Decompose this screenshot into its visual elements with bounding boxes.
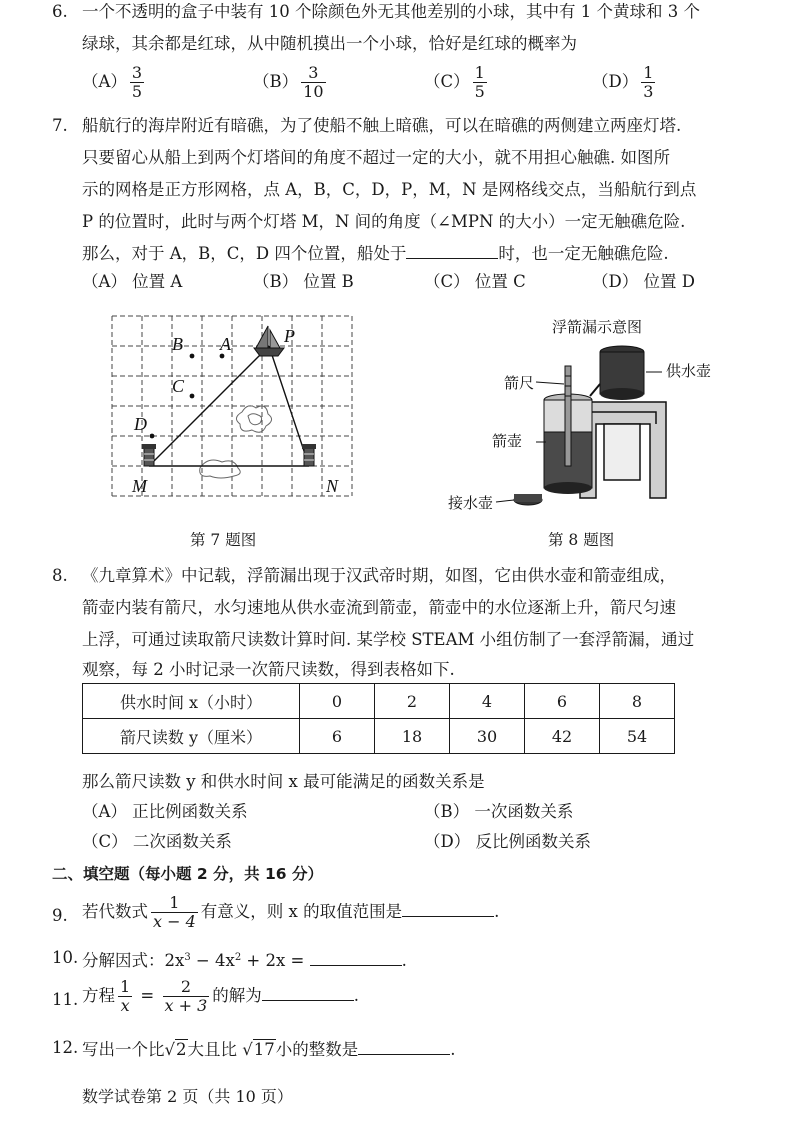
answer-blank[interactable] [402,898,494,917]
figure-8-title: 浮箭漏示意图 [552,318,643,336]
q6-option-b [253,64,329,101]
point-c [190,394,195,399]
answer-blank[interactable] [262,982,354,1001]
table-cell: 6 [300,719,375,754]
page-footer: 数学试卷第 2 页（共 10 页） [82,1087,293,1106]
q6-text-line1: 一个不透明的盒子中装有 10 个除颜色外无其他差别的小球，其中有 1 个黄球和 3 个 [82,2,700,21]
fraction-denominator: x + 3 [164,996,208,1015]
q10-number: 10. [52,948,79,967]
label-p: P [284,326,295,346]
table-cell: 0 [300,684,375,719]
label-a: A [220,334,231,354]
q10-end: . [401,951,407,970]
q7-text-line4: P 的位置时，此时与两个灯塔 M，N 间的角度（∠MPN 的大小）一定无触礁危险. [82,212,686,231]
point-b [190,354,195,359]
q11-text [82,978,359,1015]
q8-option-c: （C） 二次函数关系 [82,832,232,851]
q8-option-b: （B） 一次函数关系 [424,802,574,821]
fraction-denominator: 5 [474,82,485,101]
reef-icon [236,406,271,433]
fraction-numerator: 1 [151,894,198,913]
option-label: （D） [592,72,639,91]
q6-option-a [82,64,147,101]
q10-pre: 分解因式：2x [82,951,185,970]
q9-number: 9. [52,906,68,925]
figure-8-water-clock [440,312,740,522]
reef-icon [200,460,241,478]
fraction [151,894,198,931]
table-cell: 42 [525,719,600,754]
answer-blank[interactable] [310,947,402,966]
ruler-icon [565,366,571,466]
q10-text [82,946,407,973]
section-heading: 二、填空题（每小题 2 分，共 16 分） [52,865,323,883]
q11-eq: = [135,986,160,1005]
grid-lines [112,316,352,496]
q7-number: 7. [52,116,68,135]
point-d [150,434,155,439]
q9-text [82,894,499,931]
fraction-numerator: 1 [474,63,485,82]
q7-option-c: （C） 位置 C [424,272,526,291]
fraction-numerator: 3 [301,64,325,83]
fraction [163,978,210,1015]
q7-line5-start: 那么，对于 A，B，C，D 四个位置，船处于 [82,244,407,263]
receiver-pot-icon [514,494,542,505]
table-cell: 6 [525,684,600,719]
q12-post: 小的整数是 [275,1040,359,1059]
label-ruler: 箭尺 [504,374,535,392]
fraction-numerator: 1 [120,977,131,996]
lighthouse-icon [302,444,316,466]
exponent: 3 [184,952,191,963]
exponent: 2 [234,952,242,963]
label-receiver-pot: 接水壶 [448,494,494,512]
label-n: N [326,476,339,496]
table-cell: 4 [450,684,525,719]
q8-text-line2: 箭壶内装有箭尺，水匀速地从供水壶流到箭壶，箭壶中的水位逐渐上升，箭尺匀速 [82,598,676,617]
fraction [641,64,655,101]
lighthouse-icon [142,444,156,466]
table-row [83,719,675,754]
q7-text-line3: 示的网格是正方形网格，点 A，B，C，D，P，M，N 是网格线交点，当船航行到点 [82,180,697,199]
radicand: 17 [253,1040,275,1059]
q7-line5-end: 时，也一定无触礁危险. [498,244,669,263]
label-c: C [172,376,185,396]
figure-7-grid [108,312,370,522]
option-label: （A） [82,72,127,91]
option-label: （C） [424,72,470,91]
q8-option-d: （D） 反比例函数关系 [424,832,591,851]
q6-number: 6. [52,2,68,21]
q12-number: 12. [52,1038,79,1057]
q7-text-line1: 船航行的海岸附近有暗礁，为了使船不触上暗礁，可以在暗礁的两侧建立两座灯塔. [82,116,682,135]
fraction-denominator: 3 [643,82,654,101]
q9-end: . [494,902,500,921]
grid-points [150,354,225,439]
table-cell: 54 [600,719,675,754]
radicand: 2 [176,1040,187,1059]
q8-question: 那么箭尺读数 y 和供水时间 x 最可能满足的函数关系是 [82,772,485,791]
table-cell: 18 [375,719,450,754]
label-m: M [132,476,147,496]
table-cell: 2 [375,684,450,719]
supply-pot-icon [590,346,644,400]
fraction-denominator: 10 [303,82,324,101]
q12-mid: 大且比 [187,1040,243,1059]
q12-text [82,1036,456,1062]
q11-post: 的解为 [212,986,262,1005]
q6-option-c [424,64,490,101]
q7-option-a: （A） 位置 A [82,272,183,291]
label-b: B [172,334,183,354]
q6-text-line2: 绿球，其余都是红球，从中随机摸出一个小球，恰好是红球的概率为 [82,34,577,53]
q8-text-line4: 观察，每 2 小时记录一次箭尺读数，得到表格如下. [82,660,455,679]
option-label: （B） [253,72,299,91]
ship-icon [254,326,284,356]
sqrt-expression: √2 [164,1040,187,1059]
fraction-numerator: 1 [643,63,654,82]
table-header-cell: 箭尺读数 y（厘米） [83,719,300,754]
figure-8-caption: 第 8 题图 [548,531,615,549]
table-cell: 8 [600,684,675,719]
fraction [130,64,144,101]
q11-number: 11. [52,990,79,1009]
fraction-denominator: 5 [131,82,143,101]
fraction-denominator: x − 4 [153,912,196,931]
figure-7-caption: 第 7 题图 [190,531,257,549]
q8-data-table [82,683,675,754]
q11-pre: 方程 [82,986,115,1005]
q8-number: 8. [52,566,68,585]
label-supply-pot: 供水壶 [666,362,712,380]
fraction [118,978,132,1015]
fraction-denominator: x [120,996,130,1015]
q8-text-line3: 上浮，可通过读取箭尺读数计算时间. 某学校 STEAM 小组仿制了一套浮箭漏，通过 [82,630,695,649]
q6-option-d [592,64,658,101]
q8-text-line1: 《九章算术》中记载，浮箭漏出现于汉武帝时期，如图，它由供水壶和箭壶组成， [82,566,676,585]
stand-icon [580,402,666,498]
label-d: D [134,414,147,434]
q11-end: . [353,986,360,1005]
q10-mid2: + 2x = [241,951,310,970]
fraction-numerator: 2 [163,978,210,997]
sqrt-expression: √17 [242,1040,275,1059]
label-arrow-pot: 箭壶 [492,432,523,450]
q9-pre: 若代数式 [82,902,148,921]
q12-pre: 写出一个比 [82,1040,165,1059]
point-a [220,354,225,359]
fraction [473,64,487,101]
table-cell: 30 [450,719,525,754]
answer-blank[interactable] [358,1036,450,1055]
q8-option-a: （A） 正比例函数关系 [82,802,248,821]
q12-end: . [450,1040,456,1059]
q9-post: 有意义，则 x 的取值范围是 [200,902,403,921]
q7-text-line2: 只要留心从船上到两个灯塔间的角度不超过一定的大小，就不用担心触礁. 如图所 [82,148,670,167]
fraction [301,64,325,101]
table-header-cell: 供水时间 x（小时） [83,684,300,719]
fraction-numerator: 3 [131,63,143,82]
q7-text-line5 [82,240,669,266]
table-row [83,684,675,719]
q10-mid1: − 4x [190,951,235,970]
q7-option-d: （D） 位置 D [592,272,695,291]
q7-option-b: （B） 位置 B [253,272,354,291]
answer-blank[interactable] [406,240,498,259]
